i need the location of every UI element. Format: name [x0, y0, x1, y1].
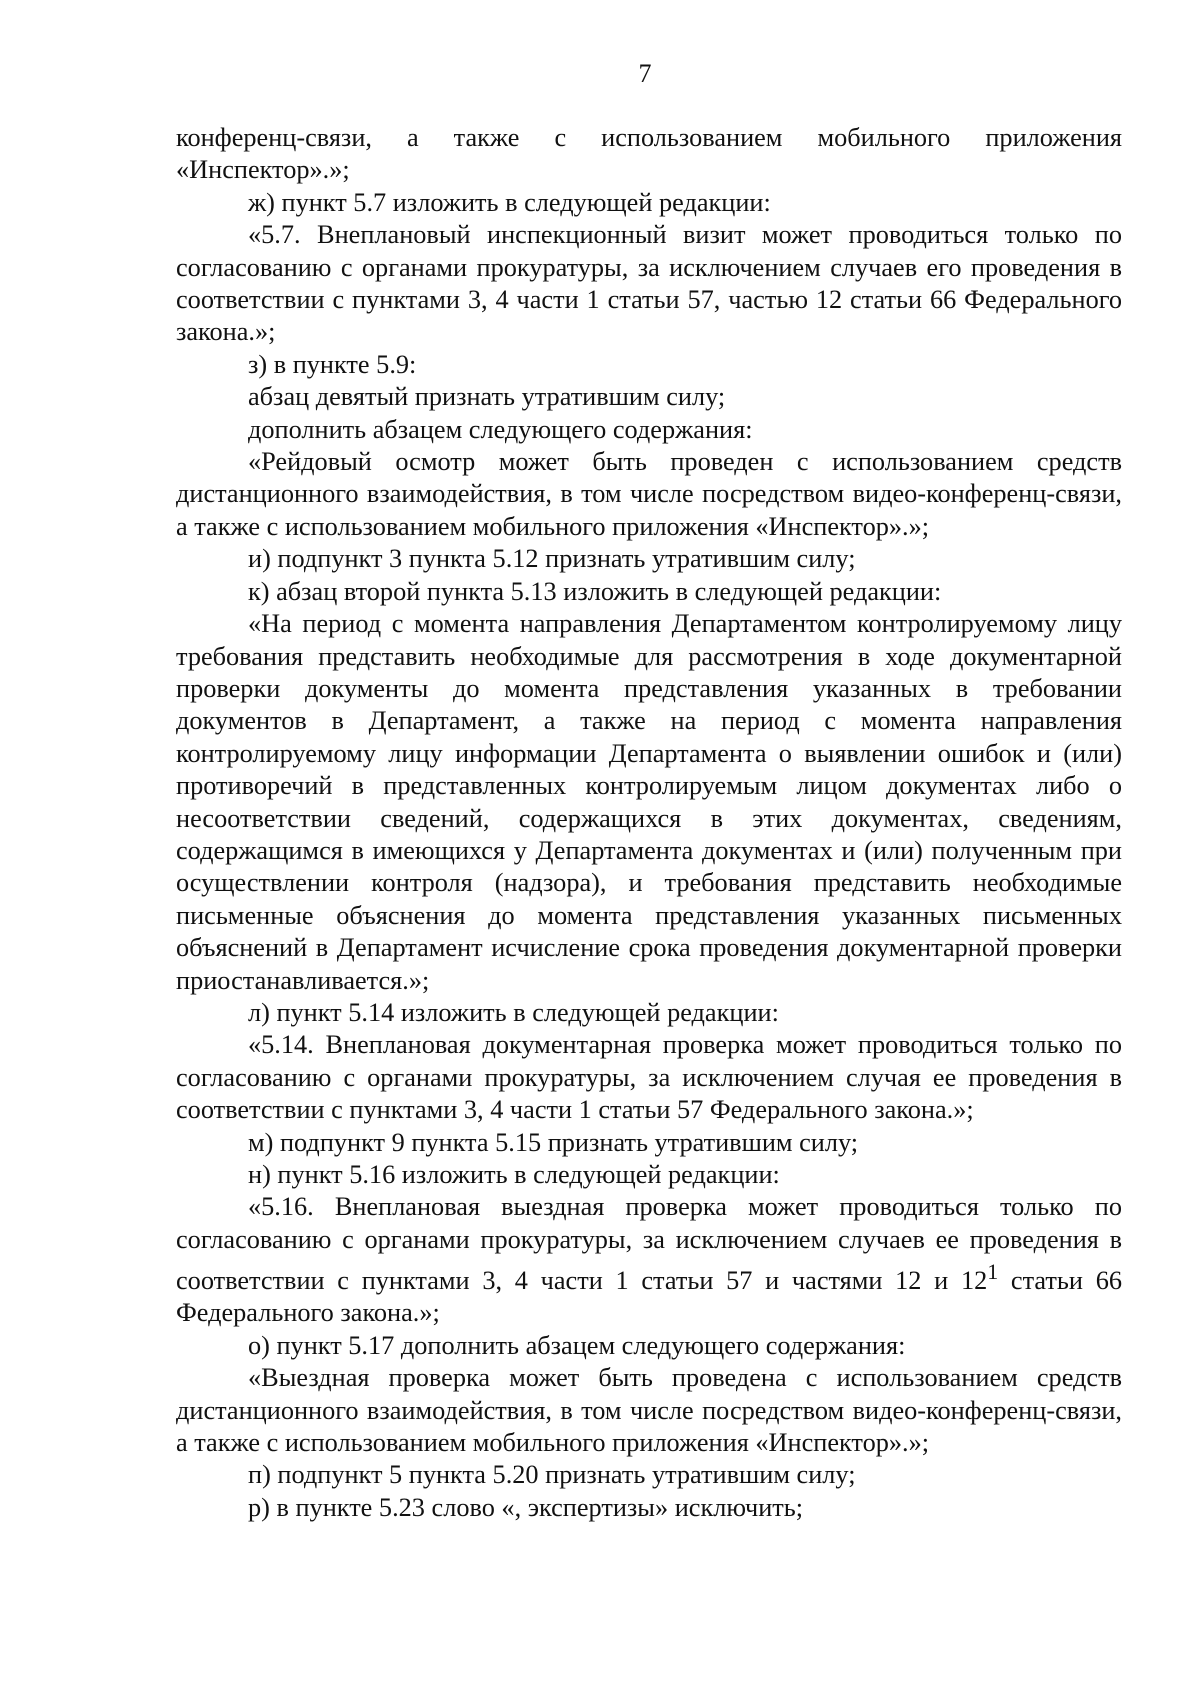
paragraph-quote-5-7: «5.7. Внеплановый инспекционный визит может проводиться только по согласованию с органами прокуратуры, за исключением случаев его проведения в соответствии с пунктами 3, 4 части 1 статьи 57, частью 12 статьи 66 Федерального закона.»;	[176, 220, 1122, 347]
paragraph-item-z-sub1: абзац девятый признать утратившим силу;	[248, 382, 726, 412]
paragraph-quote-raid: «Рейдовый осмотр может быть проведен с использованием средств дистанционного взаимодействия, в том числе посредством видео-конференц-связи, а также с использованием мобильного приложения «Инспектор».»;	[176, 447, 1122, 541]
paragraph-item-k: к) абзац второй пункта 5.13 изложить в следующей редакции:	[248, 576, 942, 606]
paragraph-item-z-sub2: дополнить абзацем следующего содержания:	[248, 414, 753, 444]
paragraph-quote-onsite: «Выездная проверка может быть проведена с использованием средств дистанционного взаимодействия, в том числе посредством видео-конференц-связи, а также с использованием мобильного приложения «Инспектор».»;	[176, 1363, 1122, 1458]
paragraph-item-p: п) подпункт 5 пункта 5.20 признать утратившим силу;	[248, 1460, 856, 1490]
paragraph-quote-period: «На период с момента направления Департаментом контролируемому лицу требования представить необходимые для рассмотрения в ходе документарной проверки документы до момента представления указанных в требовании документов в Департамент, а также на период с момента направления контролируемому лицу информации Департамента о выявлении ошибок и (или) противоречий в представленных контролируемым лицом документах либо о несоответствии сведений, содержащихся в этих документах, сведениям, содержащимся в имеющихся у Департамента документах и (или) полученным при осуществлении контроля (надзора), и требования представить необходимые письменные объяснения до момента представления указанных письменных объяснений в Департамент исчисление срока проведения документарной проверки приостанавливается.»;	[176, 609, 1122, 995]
superscript-mark: 1	[987, 1259, 999, 1285]
paragraph-quote-5-16-text: «5.16. Внеплановая выездная проверка может проводиться только по согласованию с органами прокуратуры, за исключением случаев ее проведения в соответствии с пунктами 3, 4 части 1 статьи 57 и частями 12 и 12	[176, 1192, 1122, 1295]
paragraph-item-i: и) подпункт 3 пункта 5.12 признать утратившим силу;	[248, 544, 856, 574]
paragraph-quote-5-16-tail: статьи 66 Федерального закона.»;	[176, 1265, 1122, 1328]
paragraph-continuation: конференц-связи, а также с использованием мобильного приложения «Инспектор».»;	[176, 123, 1122, 185]
paragraph-item-l: л) пункт 5.14 изложить в следующей редакции:	[248, 997, 779, 1027]
page-number: 7	[638, 59, 652, 88]
paragraph-item-n: н) пункт 5.16 изложить в следующей редакции:	[248, 1160, 780, 1189]
paragraph-quote-5-14: «5.14. Внеплановая документарная проверка может проводиться только по согласованию с органами прокуратуры, за исключением случая ее проведения в соответствии с пунктами 3, 4 части 1 статьи 57 Федерального закона.»;	[176, 1030, 1122, 1125]
paragraph-item-m: м) подпункт 9 пункта 5.15 признать утратившим силу;	[248, 1127, 859, 1157]
paragraph-item-z: з) в пункте 5.9:	[248, 349, 417, 379]
document-body	[176, 122, 1122, 1524]
paragraph-item-zh: ж) пункт 5.7 изложить в следующей редакции:	[248, 187, 771, 217]
paragraph-item-r: р) в пункте 5.23 слово «, экспертизы» исключить;	[248, 1492, 804, 1522]
paragraph-quote-5-16	[176, 1191, 1122, 1329]
paragraph-item-o: о) пункт 5.17 дополнить абзацем следующего содержания:	[248, 1330, 906, 1360]
